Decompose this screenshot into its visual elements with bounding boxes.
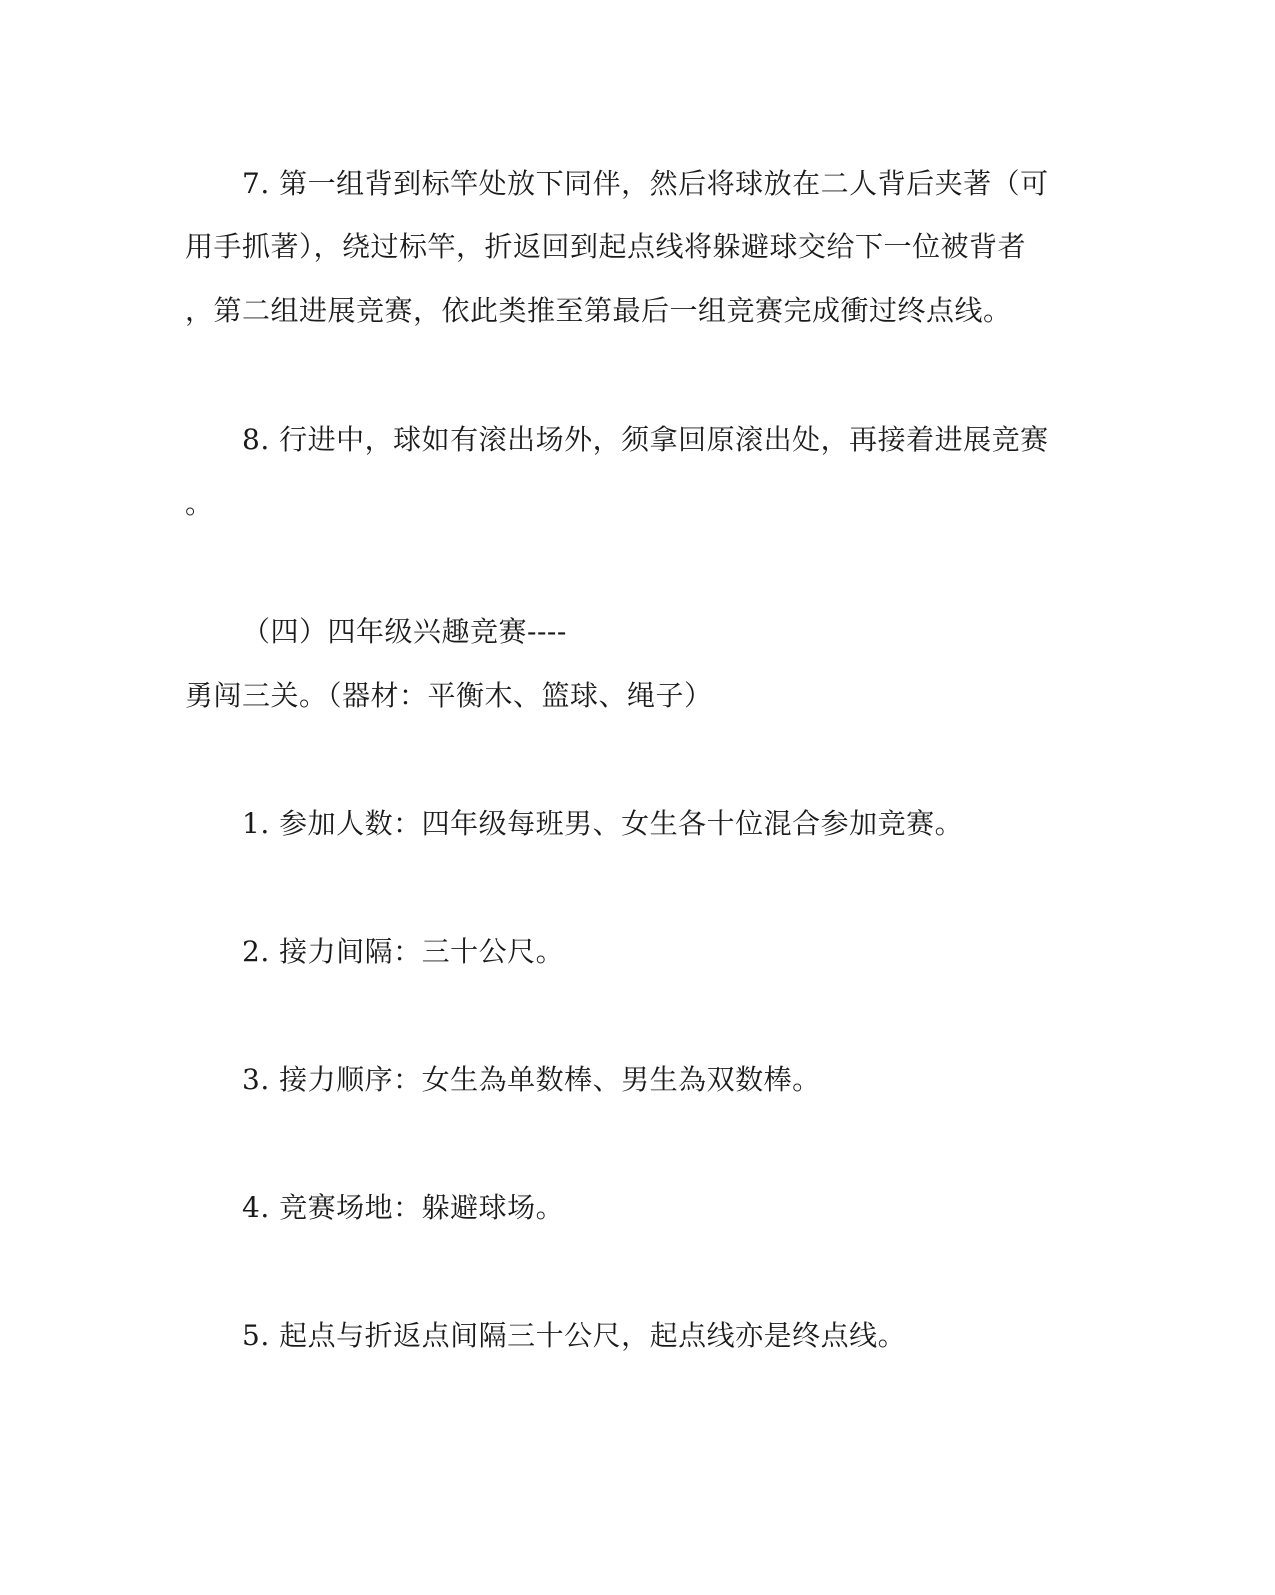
item-8-line-2: 。 [185, 487, 214, 520]
item-7-line-2: 用手抓著），绕过标竿，折返回到起点线将躲避球交给下一位被背者 [185, 230, 1027, 263]
rule-item-3: 3. 接力顺序：女生為单数棒、男生為双数棒。 [242, 1063, 821, 1096]
item-7-line-1: 7. 第一组背到标竿处放下同伴，然后将球放在二人背后夹著（可 [242, 167, 1049, 200]
item-8-line-1: 8. 行进中，球如有滚出场外，须拿回原滚出处，再接着进展竞赛 [242, 423, 1049, 456]
section-4-subtitle: 勇闯三关。（器材：平衡木、篮球、绳子） [185, 679, 713, 712]
rule-item-5: 5. 起点与折返点间隔三十公尺，起点线亦是终点线。 [242, 1319, 907, 1352]
section-4-heading: （四）四年级兴趣竞赛---- [242, 615, 567, 648]
rule-item-2: 2. 接力间隔：三十公尺。 [242, 935, 565, 968]
rule-item-1: 1. 参加人数：四年级每班男、女生各十位混合参加竞赛。 [242, 807, 964, 840]
rule-item-4: 4. 竞赛场地：躲避球场。 [242, 1191, 565, 1224]
item-7-line-3: ，第二组进展竞赛，依此类推至第最后一组竞赛完成衝过终点线。 [185, 294, 1012, 327]
